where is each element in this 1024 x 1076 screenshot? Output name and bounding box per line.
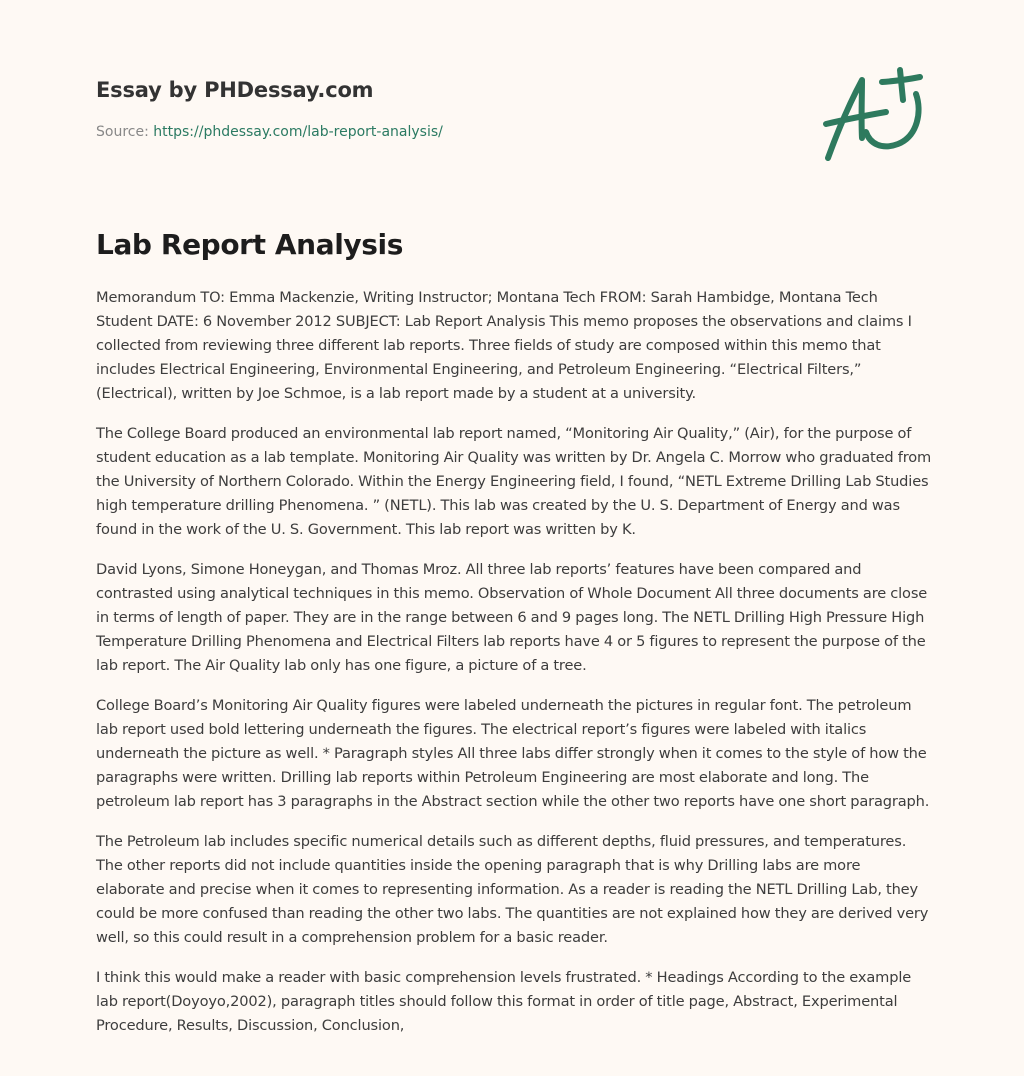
source-line xyxy=(96,122,816,142)
brand-name: Essay by PHDessay.com xyxy=(96,78,374,102)
paragraph: The College Board produced an environmental lab report named, “Monitoring Air Quality,” (Air), for the purpose of student education as a lab template. Monitoring Air Quality was written by Dr. Angela C. Morrow who graduated from the University of Northern Colorado. Within the Energy Engineering field, I found, “NETL Extreme Drilling Lab Studies high temperature drilling Phenomena. ” (NETL). This lab was created by the U. S. Department of Energy and was found in the work of the U. S. Government. This lab report was written by K. xyxy=(96,425,932,538)
paragraph: College Board’s Monitoring Air Quality figures were labeled underneath the pictures in regular font. The petroleum lab report used bold lettering underneath the figures. The electrical report’s figures were labeled with italics underneath the picture as well. * Paragraph styles All three labs differ strongly when it comes to the style of how the paragraphs were written. Drilling lab reports within Petroleum Engineering are most elaborate and long. The petroleum lab report has 3 paragraphs in the Abstract section while the other two reports have one short paragraph. xyxy=(96,697,930,810)
paragraph: I think this would make a reader with basic comprehension levels frustrated. * Headings According to the example lab report(Doyoyo,2002), paragraph titles should follow this format in order of title page, Abstract, Experimental Procedure, Results, Discussion, Conclusion, xyxy=(96,969,912,1034)
paragraph: David Lyons, Simone Honeygan, and Thomas Mroz. All three lab reports’ features have been compared and contrasted using analytical techniques in this memo. Observation of Whole Document All three documents are close in terms of length of paper. They are in the range between 6 and 9 pages long. The NETL Drilling High Pressure High Temperature Drilling Phenomena and Electrical Filters lab reports have 4 or 5 figures to represent the purpose of the lab report. The Air Quality lab only has one figure, a picture of a tree. xyxy=(96,561,928,674)
source-label: Source: xyxy=(96,124,149,140)
site-header xyxy=(96,76,816,142)
source-link[interactable]: https://phdessay.com/lab-report-analysis/ xyxy=(153,124,443,140)
article-title: Lab Report Analysis xyxy=(96,228,403,261)
a-plus-grade-icon xyxy=(818,66,928,166)
paragraph: The Petroleum lab includes specific numerical details such as different depths, fluid pressures, and temperatures. The other reports did not include quantities inside the opening paragraph that is why Drilling labs are more elaborate and precise when it comes to representing information. As a reader is reading the NETL Drilling Lab, they could be more confused than reading the other two labs. The quantities are not explained how they are derived very well, so this could result in a comprehension problem for a basic reader. xyxy=(96,833,929,946)
paragraph: Memorandum TO: Emma Mackenzie, Writing Instructor; Montana Tech FROM: Sarah Hambidge, Montana Tech Student DATE: 6 November 2012 SUBJECT: Lab Report Analysis This memo proposes the observations and claims I collected from reviewing three different lab reports. Three fields of study are composed within this memo that includes Electrical Engineering, Environmental Engineering, and Petroleum Engineering. “Electrical Filters,” (Electrical), written by Joe Schmoe, is a lab report made by a student at a university. xyxy=(96,289,912,402)
article-body xyxy=(96,286,932,1054)
